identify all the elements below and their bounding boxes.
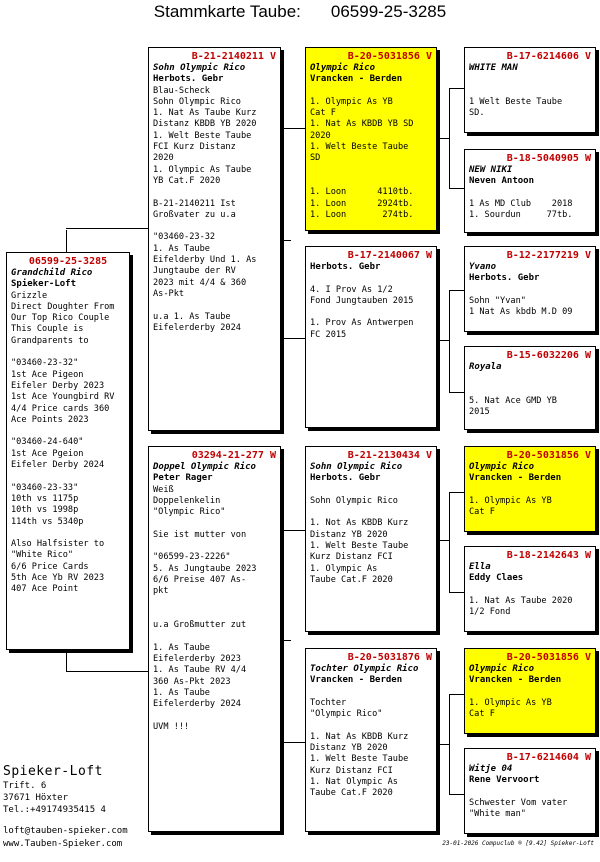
owner-name: Spieker-Loft — [11, 279, 77, 290]
loft-name: Spieker-Loft — [3, 764, 103, 779]
pigeon-name: Sohn Olympic Rico — [153, 63, 246, 73]
connector — [281, 240, 291, 241]
dss-card[interactable] — [464, 446, 596, 532]
pigeon-notes: 1. Nat As Taube 2020 1/2 Fond — [469, 595, 573, 618]
pigeon-name: Doppel Olympic Rico — [153, 462, 256, 472]
connector — [449, 492, 465, 493]
pigeon-notes: 1. Olympic As YB Cat F 1. Nat As KBDB YB SD 2020 1. Welt Beste Taube SD 1. Loon 4110tb. 1. Loon 2924tb. 1. Loon 274tb. — [310, 96, 414, 220]
owner-name: Rene Vervoort — [469, 775, 540, 786]
ring-number: 03294-21-277 W — [191, 450, 276, 461]
sss-card[interactable] — [464, 47, 596, 133]
connector — [449, 694, 450, 794]
pigeon-notes: 1. Olympic As YB Cat F — [469, 495, 552, 518]
owner-name: Vrancken - Berden — [469, 675, 562, 686]
pigeon-name: Sohn Olympic Rico — [310, 462, 403, 472]
dam-sire-card[interactable] — [305, 446, 437, 632]
pigeon-notes: 5. Nat Ace GMD YB 2015 — [469, 395, 557, 418]
pigeon-notes: Sohn "Yvan" 1 Nat As kbdb M.D 09 — [469, 295, 573, 318]
connector — [449, 794, 465, 795]
connector — [449, 592, 465, 593]
sire-sire-card[interactable] — [305, 47, 437, 231]
loft-website[interactable]: www.Tauben-Spieker.com — [3, 839, 123, 849]
connector — [66, 671, 150, 672]
connector — [449, 492, 450, 592]
connector — [449, 290, 465, 291]
connector — [281, 530, 282, 742]
sdd-card[interactable] — [464, 346, 596, 430]
pigeon-name: Olympic Rico — [469, 664, 535, 674]
ring-number: B-12-2177219 V — [506, 250, 591, 261]
ring-number: B-15-6032206 W — [506, 350, 591, 361]
ring-number: B-18-5040905 W — [506, 153, 591, 164]
ring-number: B-17-6214606 V — [506, 51, 591, 62]
ssd-card[interactable] — [464, 149, 596, 233]
connector — [281, 128, 282, 338]
connector — [281, 338, 306, 339]
pigeon-name: NEW NIKI — [469, 165, 513, 175]
connector — [449, 188, 465, 189]
ring-number: B-20-5031856 V — [347, 51, 432, 62]
owner-name: Vrancken - Berden — [310, 74, 403, 85]
pigeon-notes: Weiß Doppelenkelin "Olympic Rico" Sie ist mutter von "06599-23-2226" 5. As Jungtaube 2023 6/6 Preise 407 As- pkt u.a Großmutter zut 1. As Taube Eifelerderby 2023 1. As Taube RV 4/4 360 As-Pkt 2023 1. As Taube Eifelerderby 2024 UVM !!! — [153, 484, 257, 732]
connector — [437, 540, 449, 541]
owner-name: Herbots. Gebr — [153, 74, 224, 85]
ring-number: B-20-5031856 V — [506, 652, 591, 663]
connector — [437, 744, 449, 745]
owner-name: Eddy Claes — [469, 573, 524, 584]
connector — [449, 88, 465, 89]
pigeon-name: Tochter Olympic Rico — [310, 664, 419, 674]
pigeon-notes: 4. I Prov As 1/2 Fond Jungtauben 2015 1. Prov As Antwerpen FC 2015 — [310, 284, 414, 340]
connector — [281, 530, 306, 531]
sire-dam-card[interactable] — [305, 246, 437, 428]
connector — [437, 340, 449, 341]
main-pigeon-card[interactable] — [6, 252, 130, 650]
pigeon-notes: 1 Welt Beste Taube SD. — [469, 96, 563, 119]
sds-card[interactable] — [464, 246, 596, 332]
pigeon-name: Witje 04 — [469, 764, 513, 774]
connector — [66, 648, 67, 672]
title-label: Stammkarte Taube: — [153, 2, 301, 21]
ring-number: 06599-25-3285 — [28, 256, 108, 267]
connector — [449, 392, 465, 393]
owner-name: Peter Rager — [153, 473, 213, 484]
dsd-card[interactable] — [464, 546, 596, 632]
connector — [281, 128, 306, 129]
ddd-card[interactable] — [464, 748, 596, 834]
print-stamp: 23-01-2026 Compuclub ® [9.42] Spieker-Loft — [442, 840, 594, 847]
pigeon-notes: 1. Olympic As YB Cat F — [469, 697, 552, 720]
dam-card[interactable] — [148, 446, 281, 832]
pigeon-notes: Grizzle Direct Doughter From Our Top Rico Couple This Couple is Grandparents to "03460-23-32" 1st Ace Pigeon Eifeler Derby 2023 1st Ace Youngbird RV 4/4 Price cards 360 Ace Points 2023 "03460-24-640" 1st Ace Pgeion Eifeler Derby 2024 "03460-23-33" 10th vs 1175p 10th vs 1998p 114th vs 5340p Also Halfsister to "White Rico" 6/6 Price Cards 5th Ace Yb RV 2023 407 Ace Point — [11, 290, 115, 595]
ring-number: B-20-5031856 V — [506, 450, 591, 461]
connector — [281, 640, 291, 641]
loft-street: Trift. 6 — [3, 781, 47, 791]
pigeon-name: Ella — [469, 562, 491, 572]
connector — [449, 290, 450, 392]
title-ring: 06599-25-3285 — [330, 2, 447, 21]
ring-number: B-17-2140067 W — [347, 250, 432, 261]
sire-card[interactable] — [148, 47, 281, 431]
owner-name: Vrancken - Berden — [310, 675, 403, 686]
loft-email[interactable]: loft@tauben-spieker.com — [3, 826, 128, 836]
loft-city: 37671 Höxter — [3, 793, 69, 803]
connector — [66, 228, 150, 229]
owner-name: Vrancken - Berden — [469, 473, 562, 484]
pigeon-name: Royala — [469, 362, 502, 372]
ring-number: B-21-2130434 V — [347, 450, 432, 461]
pigeon-notes: 1 As MD Club 2018 1. Sourdun 77tb. — [469, 198, 573, 221]
connector — [449, 88, 450, 188]
pigeon-notes: Schwester Vom vater "White man" — [469, 797, 568, 820]
pigeon-notes: Blau-Scheck Sohn Olympic Rico 1. Nat As Taube Kurz Distanz KBDB YB 2020 1. Welt Beste Taube FCI Kurz Distanz 2020 1. Olympic As Taube YB Cat.F 2020 B-21-2140211 Ist Großvater zu u.a "03460-23-32 1. As Taube Eifelderby Und 1. As Jungtaube der RV 2023 mit 4/4 & 360 As-Pkt u.a 1. As Taube Eifelerderby 2024 — [153, 85, 257, 333]
pigeon-name: WHITE MAN — [469, 63, 518, 73]
dam-dam-card[interactable] — [305, 648, 437, 832]
owner-name: Neven Antoon — [469, 176, 535, 187]
ring-number: B-17-6214604 W — [506, 752, 591, 763]
connector — [281, 742, 306, 743]
dds-card[interactable] — [464, 648, 596, 734]
pigeon-notes: Tochter "Olympic Rico" 1. Nat As KBDB Kurz Distanz YB 2020 1. Welt Beste Taube Kurz Distanz FCI 1. Nat Olympic As Taube Cat.F 2020 — [310, 697, 409, 799]
ring-number: B-20-5031876 W — [347, 652, 432, 663]
pigeon-name: Yvano — [469, 262, 497, 272]
pigeon-name: Olympic Rico — [469, 462, 535, 472]
pigeon-name: Grandchild Rico — [11, 268, 93, 278]
ring-number: B-21-2140211 V — [191, 51, 276, 62]
pigeon-name: Olympic Rico — [310, 63, 376, 73]
ring-number: B-18-2142643 W — [506, 550, 591, 561]
page-title — [0, 2, 600, 22]
owner-name: Herbots. Gebr — [310, 473, 381, 484]
connector — [437, 138, 449, 139]
owner-name: Herbots. Gebr — [310, 262, 381, 272]
loft-phone: Tel.:+49174935415 4 — [3, 805, 106, 815]
pigeon-notes: Sohn Olympic Rico 1. Not As KBDB Kurz Distanz YB 2020 1. Welt Beste Taube Kurz Distanz FCI 1. Olympic As Taube Cat.F 2020 — [310, 495, 409, 585]
owner-name: Herbots. Gebr — [469, 273, 540, 284]
connector — [449, 694, 465, 695]
connector — [66, 230, 67, 254]
